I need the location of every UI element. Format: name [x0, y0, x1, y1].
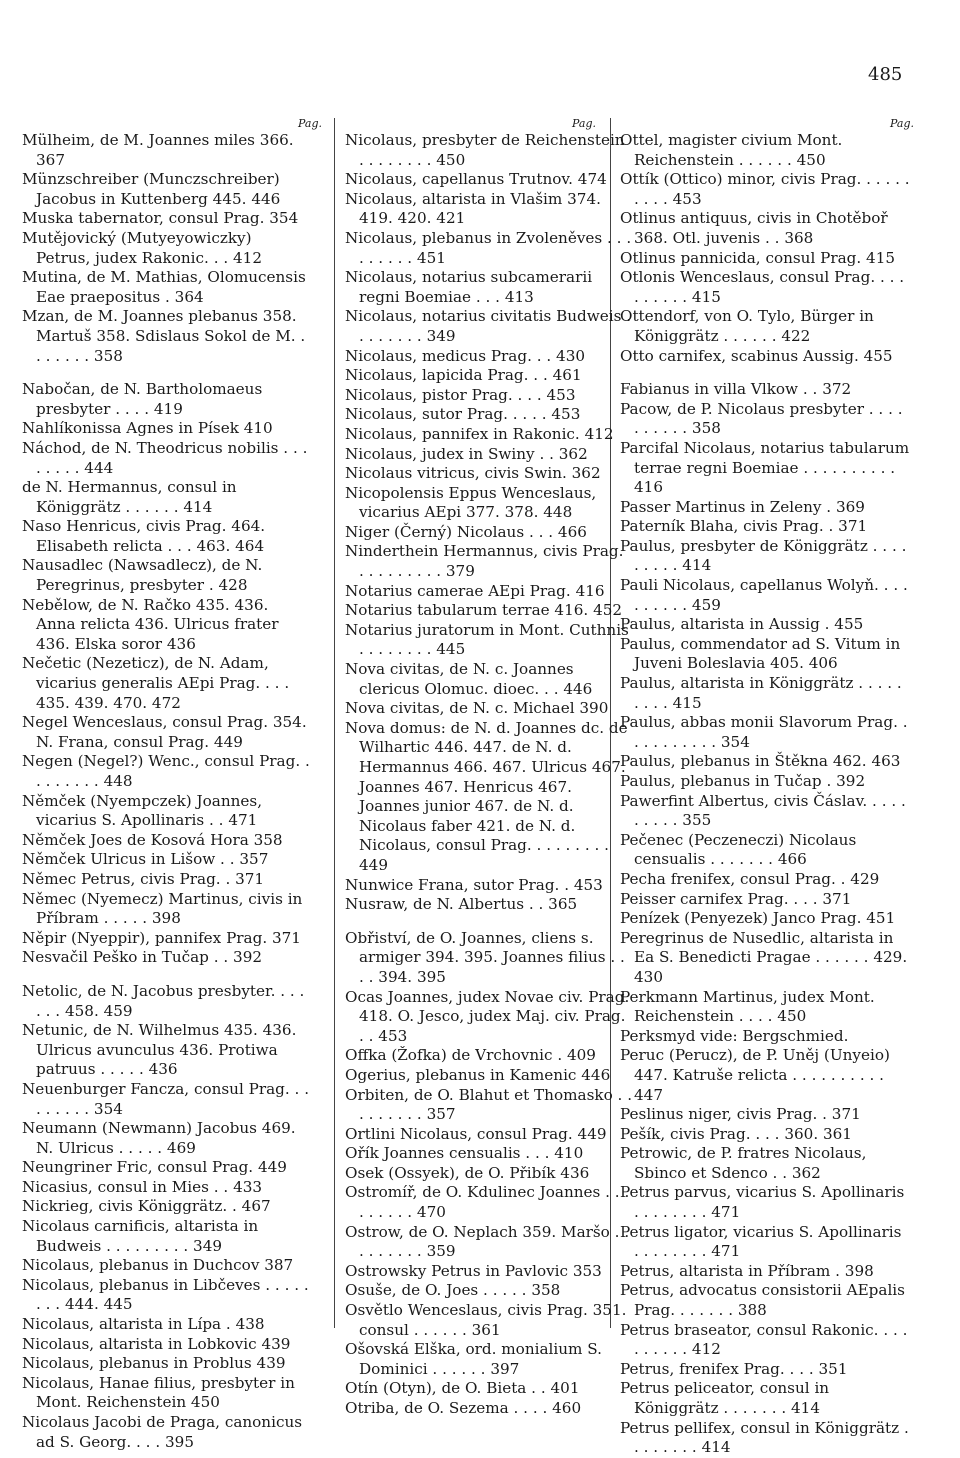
index-entry: Otto carnifex, scabinus Aussig. 455: [620, 346, 893, 365]
index-entry: Parcifal Nicolaus, notarius tabularum terrae regni Boemiae . . . . . . . . . . 416: [620, 438, 910, 497]
index-entry: Nunwice Frana, sutor Prag. . 453: [345, 875, 603, 894]
index-entry: Otín (Otyn), de O. Bieta . . 401: [345, 1379, 580, 1398]
index-entry: Něpir (Nyeppir), pannifex Prag. 371: [22, 928, 301, 947]
index-entry: Paulus, plebanus in Štěkna 462. 463: [620, 752, 901, 771]
index-entry: Němček (Nyempczek) Joannes, vicarius S. Apollinaris . . 471: [22, 791, 263, 830]
index-entry: Nausadlec (Nawsadlecz), de N. Peregrinus, presbyter . 428: [22, 556, 263, 595]
index-entry: Osvětlo Wenceslaus, civis Prag. 351. consul . . . . . . 361: [345, 1301, 627, 1339]
index-entry: Paulus, plebanus in Tučap . 392: [620, 772, 866, 790]
index-entry: Ostrowsky Petrus in Pavlovic 353: [345, 1261, 602, 1280]
index-entry: Perksmyd vide: Bergschmied.: [620, 1026, 849, 1045]
index-entry: Notarius juratorum in Mont. Cuthnis . . . . . . . . 445: [345, 620, 629, 659]
index-entry: Petrus parvus, vicarius S. Apollinaris . . . . . . . . 471: [620, 1183, 905, 1222]
index-entry: Pecha frenifex, consul Prag. . 429: [620, 869, 880, 888]
index-entry: Notarius camerae AEpi Prag. 416: [345, 581, 605, 600]
index-entry: Ocas Joannes, judex Novae civ. Prag. 418. O. Jesco, judex Maj. civ. Prag. . . 453: [345, 987, 630, 1045]
index-entry: Paulus, altarista in Königgrätz . . . . . . . . . 415: [620, 674, 902, 712]
pag-label: Pag.: [572, 117, 597, 130]
index-entry: Offka (Žofka) de Vrchovnic . 409: [345, 1046, 596, 1065]
index-entry: Nečetic (Nezeticz), de N. Adam, vicarius generalis AEpi Prag. . . . 435. 439. 470. 472: [22, 654, 290, 712]
index-entry: Nahlíkonissa Agnes in Písek 410: [22, 419, 273, 438]
index-entry: Nickrieg, civis Königgrätz. . 467: [22, 1197, 271, 1216]
pag-label: Pag.: [890, 117, 915, 130]
pag-label: Pag.: [298, 117, 323, 130]
index-entry: Nesvačil Peško in Tučap . . 392: [22, 948, 263, 967]
index-entry: Petrus ligator, vicarius S. Apollinaris . . . . . . . . 471: [620, 1222, 902, 1261]
index-entry: Paulus, commendator ad S. Vitum in Juveni Boleslavia 405. 406: [620, 634, 901, 673]
index-entry: Petrus, altarista in Příbram . 398: [620, 1261, 874, 1280]
index-entry: Mzan, de M. Joannes plebanus 358. Martuš 358. Sdislaus Sokol de M. . . . . . . . 358: [22, 307, 306, 365]
index-entry: Peregrinus de Nusedlic, altarista in Ea S. Benedicti Pragae . . . . . . 429. 430: [620, 928, 908, 986]
index-entry: Peruc (Perucz), de P. Uněj (Unyeio) 447. Katruše relicta . . . . . . . . . . 447: [620, 1046, 890, 1104]
index-entry: Nicolaus, plebanus in Zvoleněves . . . . . . . . . 451: [345, 228, 632, 267]
index-column-2: [345, 131, 633, 1419]
index-entry: Petrus, frenifex Prag. . . . 351: [620, 1359, 848, 1378]
index-entry: Peisser carnifex Prag. . . . 371: [620, 889, 852, 908]
index-entry: Nicolaus, pannifex in Rakonic. 412: [345, 424, 614, 443]
index-entry: Münzschreiber (Munczschreiber) Jacobus in Kuttenberg 445. 446: [22, 170, 281, 208]
index-entry: Osuše, de O. Joes . . . . . 358: [345, 1281, 561, 1300]
index-entry: Nicasius, consul in Mies . . 433: [22, 1177, 263, 1196]
index-entry: Peslinus niger, civis Prag. . 371: [620, 1105, 861, 1124]
index-entry: Nicolaus, altarista in Lobkovic 439: [22, 1334, 291, 1353]
index-entry: Penízek (Penyezek) Janco Prag. 451: [620, 909, 896, 928]
index-entry: Nicolaus, pistor Prag. . . . 453: [345, 385, 576, 404]
index-entry: Naso Henricus, civis Prag. 464. Elisabeth relicta . . . 463. 464: [22, 517, 266, 555]
index-entry: Pawerfint Albertus, civis Čáslav. . . . . . . . . . 355: [620, 791, 906, 830]
index-entry: Nicolaus, presbyter de Reichenstein . . . . . . . . 450: [345, 131, 625, 169]
index-column-1: [22, 131, 310, 1452]
index-entry: Nicolaus, altarista in Vlašim 374. 419. 420. 421: [345, 189, 601, 228]
index-entry: Otlinus antiquus, civis in Chotěboř 368. Otl. juvenis . . 368: [620, 209, 888, 247]
index-entry: Netolic, de N. Jacobus presbyter. . . . . . . 458. 459: [22, 981, 305, 1020]
index-entry: Ortlini Nicolaus, consul Prag. 449: [345, 1124, 607, 1143]
index-entry: Nicolaus, Hanae filius, presbyter in Mont. Reichenstein 450: [22, 1373, 295, 1412]
index-entry: Paulus, presbyter de Königgrätz . . . . . . . . . 414: [620, 536, 907, 575]
index-entry: Nova domus: de N. d. Joannes dc. de Wilhartic 446. 447. de N. d. Hermannus 466. 467. Ulricus 467. Joannes 467. Henricus 467. Joannes junior 467. de N. d. Nicolaus faber 421. de N. d. Nicolaus, consul Prag. . . . . . . . . 449: [345, 718, 628, 874]
index-entry: Ostrow, de O. Neplach 359. Maršo . . . . . . . . . 359: [345, 1222, 630, 1261]
index-entry: Náchod, de N. Theodricus nobilis . . . . . . . . 444: [22, 438, 308, 477]
index-entry: Passer Martinus in Zeleny . 369: [620, 497, 865, 516]
index-entry: Paterník Blaha, civis Prag. . 371: [620, 517, 868, 536]
index-entry: Nicolaus carnificis, altarista in Budweis . . . . . . . . . 349: [22, 1217, 259, 1255]
index-entry: Petrowic, de P. fratres Nicolaus, Sbinco et Sdenco . . 362: [620, 1144, 867, 1182]
index-entry: Nicolaus Jacobi de Praga, canonicus ad S. Georg. . . . 395: [22, 1413, 303, 1451]
index-entry: Nicolaus, altarista in Lípa . 438: [22, 1315, 265, 1334]
index-entry: Nicolaus, plebanus in Duchcov 387: [22, 1256, 294, 1275]
index-entry: Nova civitas, de N. c. Michael 390: [345, 699, 609, 718]
index-entry: Petrus peliceator, consul in Königgrätz . . . . . . . 414: [620, 1379, 830, 1417]
index-entry: Negen (Negel?) Wenc., consul Prag. . . . . . . . . 448: [22, 752, 310, 790]
index-entry: Paulus, altarista in Aussig . 455: [620, 615, 864, 634]
index-entry: Nicolaus vitricus, civis Swin. 362: [345, 464, 601, 483]
page-number: 485: [868, 64, 903, 85]
index-entry: Němček Ulricus in Lišow . . 357: [22, 850, 269, 869]
index-entry: Pečenec (Peczeneczi) Nicolaus censualis . . . . . . . 466: [620, 830, 857, 869]
index-entry: Mutina, de M. Mathias, Olomucensis Eae praepositus . 364: [22, 268, 306, 306]
index-entry: Nicolaus, capellanus Trutnov. 474: [345, 170, 607, 189]
index-entry: Němec Petrus, civis Prag. . 371: [22, 869, 265, 888]
index-entry: Pauli Nicolaus, capellanus Wolyň. . . . . . . . . . 459: [620, 576, 908, 614]
index-entry: Mülheim, de M. Joannes miles 366. 367: [22, 131, 294, 169]
index-entry: Obřiství, de O. Joannes, cliens s. armiger 394. 395. Joannes filius . . . . 394. 395: [345, 928, 625, 986]
index-entry: Petrus, advocatus consistorii AEpalis Prag. . . . . . . 388: [620, 1281, 905, 1320]
index-entry: Nicolaus, plebanus in Libčeves . . . . . . . . 444. 445: [22, 1275, 309, 1314]
index-entry: Ořík Joannes censualis . . . 410: [345, 1144, 584, 1163]
index-entry: Ninderthein Hermannus, civis Prag. . . . . . . . . . 379: [345, 542, 624, 581]
index-entry: Ottendorf, von O. Tylo, Bürger in Königgrätz . . . . . . 422: [620, 307, 874, 345]
index-entry: Otlonis Wenceslaus, consul Prag. . . . . . . . . . 415: [620, 268, 905, 306]
index-entry: Pešík, civis Prag. . . . 360. 361: [620, 1124, 852, 1143]
index-entry: Ottel, magister civium Mont. Reichenstein . . . . . . 450: [620, 131, 843, 169]
index-entry: Nicolaus, plebanus in Problus 439: [22, 1354, 286, 1373]
index-column-3: [620, 131, 910, 1458]
index-entry: de N. Hermannus, consul in Königgrätz . . . . . . 414: [22, 478, 237, 516]
index-entry: Notarius tabularum terrae 416. 452: [345, 601, 623, 620]
index-entry: Orbiten, de O. Blahut et Thomasko . . . . . . . . . 357: [345, 1085, 633, 1124]
index-entry: Ostromíř, de O. Kdulinec Joannes . . . . . . . . . 470: [345, 1183, 630, 1222]
index-entry: Nicolaus, medicus Prag. . . 430: [345, 346, 586, 365]
index-entry: Perkmann Martinus, judex Mont. Reichenstein . . . . 450: [620, 987, 875, 1026]
index-entry: Otriba, de O. Sezema . . . . 460: [345, 1399, 582, 1417]
index-entry: Neungriner Fric, consul Prag. 449: [22, 1158, 287, 1177]
index-entry: Nicolaus, judex in Swiny . . 362: [345, 444, 588, 463]
index-entry: Fabianus in villa Vlkow . . 372: [620, 380, 852, 399]
index-entry: Němec (Nyemecz) Martinus, civis in Příbram . . . . . 398: [22, 889, 303, 928]
index-entry: Paulus, abbas monii Slavorum Prag. . . . . . . . . . . 354: [620, 713, 908, 751]
index-entry: Negel Wenceslaus, consul Prag. 354. N. Frana, consul Prag. 449: [22, 713, 307, 751]
index-entry: Petrus braseator, consul Rakonic. . . . . . . . . . 412: [620, 1320, 908, 1359]
index-entry: Němček Joes de Kosová Hora 358: [22, 830, 283, 849]
index-entry: Neuenburger Fancza, consul Prag. . . . . . . . . 354: [22, 1079, 310, 1118]
index-entry: Mutějovický (Mutyeyowiczky) Petrus, judex Rakonic. . . 412: [22, 228, 262, 267]
index-entry: Netunic, de N. Wilhelmus 435. 436. Ulricus avunculus 436. Protiwa patruus . . . . . 436: [22, 1021, 297, 1079]
index-entry: Nusraw, de N. Albertus . . 365: [345, 895, 578, 914]
index-entry: Neumann (Newmann) Jacobus 469. N. Ulricus . . . . . 469: [22, 1119, 296, 1157]
index-entry: Niger (Černý) Nicolaus . . . 466: [345, 522, 587, 541]
index-entry: Nabočan, de N. Bartholomaeus presbyter . . . . 419: [22, 380, 263, 418]
index-entry: Nicopolensis Eppus Wenceslaus, vicarius AEpi 377. 378. 448: [345, 483, 597, 522]
index-entry: Nicolaus, lapicida Prag. . . 461: [345, 366, 582, 385]
index-entry: Nicolaus, notarius civitatis Budweis . . . . . . . . 349: [345, 307, 632, 345]
index-entry: Pacow, de P. Nicolaus presbyter . . . . . . . . . . 358: [620, 399, 903, 438]
index-entry: Nova civitas, de N. c. Joannes clericus Olomuc. dioec. . . 446: [345, 660, 593, 698]
index-entry: Otlinus pannicida, consul Prag. 415: [620, 248, 896, 267]
index-entry: Nebělow, de N. Račko 435. 436. Anna relicta 436. Ulricus frater 436. Elska soror 436: [22, 595, 279, 653]
column-divider: [334, 118, 335, 1328]
index-entry: Nicolaus, notarius subcamerarii regni Boemiae . . . 413: [345, 268, 593, 306]
index-entry: Nicolaus, sutor Prag. . . . . 453: [345, 405, 581, 424]
index-entry: Ošovská Elška, ord. monialium S. Dominici . . . . . . 397: [345, 1340, 602, 1378]
index-entry: Muska tabernator, consul Prag. 354: [22, 209, 299, 228]
index-entry: Petrus pellifex, consul in Königgrätz . . . . . . . . 414: [620, 1418, 909, 1457]
index-entry: Ogerius, plebanus in Kamenic 446: [345, 1065, 611, 1084]
index-entry: Osek (Ossyek), de O. Přibík 436: [345, 1163, 590, 1182]
index-entry: Ottík (Ottico) minor, civis Prag. . . . . . . . . . 453: [620, 170, 910, 208]
